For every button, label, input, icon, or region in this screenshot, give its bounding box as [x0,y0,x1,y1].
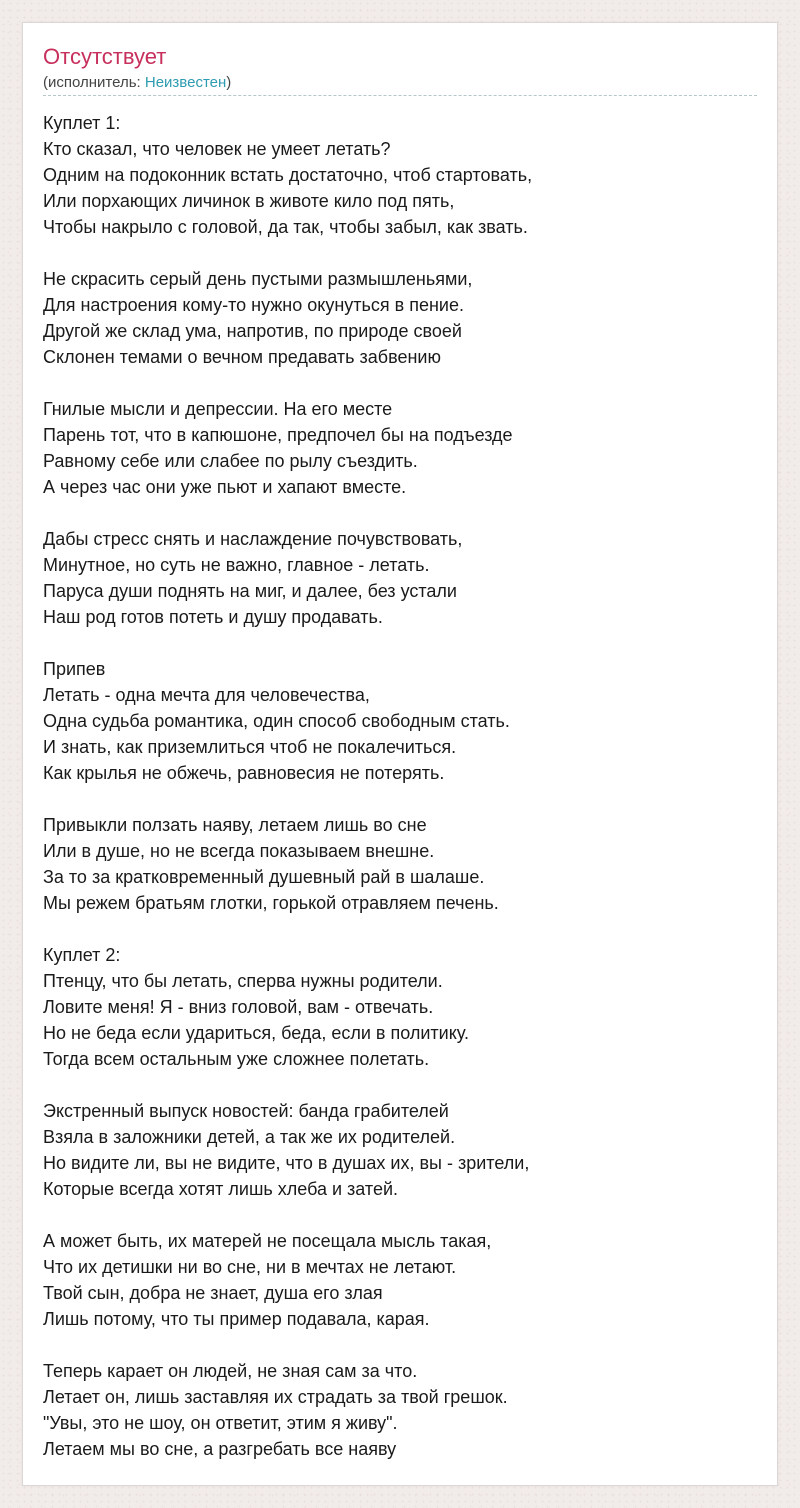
lyrics-line: За то за кратковременный душевный рай в шалаше. [43,867,485,887]
lyrics-line: Кто сказал, что человек не умеет летать? [43,139,391,159]
lyrics-card [22,22,778,1486]
lyrics-stanza [43,812,757,916]
lyrics-line: Тогда всем остальным уже сложнее полетать. [43,1049,430,1069]
lyrics-line: Припев [43,659,106,679]
lyrics-line: Равному себе или слабее по рылу съездить. [43,451,418,471]
lyrics-line: Минутное, но суть не важно, главное - летать. [43,555,430,575]
lyrics-stanza [43,656,757,786]
lyrics-line: Другой же склад ума, напротив, по природе своей [43,321,462,341]
lyrics-line: Куплет 1: [43,113,121,133]
lyrics-stanza [43,526,757,630]
lyrics-line: Летать - одна мечта для человечества, [43,685,370,705]
lyrics-line: Склонен темами о вечном предавать забвению [43,347,441,367]
lyrics-line: Не скрасить серый день пустыми размышленьями, [43,269,473,289]
lyrics-line: Одна судьба романтика, один способ свободным стать. [43,711,510,731]
lyrics-stanza [43,1358,757,1462]
lyrics-stanza [43,110,757,240]
lyrics-stanza [43,942,757,1072]
lyrics-line: Но видите ли, вы не видите, что в душах их, вы - зрители, [43,1153,530,1173]
lyrics-line: Как крылья не обжечь, равновесия не потерять. [43,763,445,783]
lyrics-stanza [43,1228,757,1332]
lyrics-line: Ловите меня! Я - вниз головой, вам - отвечать. [43,997,434,1017]
lyrics-text [43,110,757,1462]
lyrics-line: Экстренный выпуск новостей: банда грабителей [43,1101,449,1121]
lyrics-line: Парень тот, что в капюшоне, предпочел бы на подъезде [43,425,513,445]
lyrics-line: Но не беда если удариться, беда, если в политику. [43,1023,469,1043]
lyrics-line: "Увы, это не шоу, он ответит, этим я живу". [43,1413,398,1433]
lyrics-line: Взяла в заложники детей, а так же их родителей. [43,1127,456,1147]
lyrics-line: Твой сын, добра не знает, душа его злая [43,1283,383,1303]
lyrics-line: Которые всегда хотят лишь хлеба и затей. [43,1179,399,1199]
lyrics-line: Или порхающих личинок в животе кило под пять, [43,191,455,211]
lyrics-line: Одним на подоконник встать достаточно, чтоб стартовать, [43,165,533,185]
lyrics-line: Гнилые мысли и депрессии. На его месте [43,399,393,419]
artist-line [43,74,757,96]
lyrics-line: Чтобы накрыло с головой, да так, чтобы забыл, как звать. [43,217,528,237]
lyrics-line: Наш род готов потеть и душу продавать. [43,607,383,627]
lyrics-line: И знать, как приземлиться чтоб не покалечиться. [43,737,457,757]
lyrics-line: Или в душе, но не всегда показываем внешне. [43,841,435,861]
lyrics-line: Летает он, лишь заставляя их страдать за твой грешок. [43,1387,508,1407]
artist-suffix: ) [226,74,232,91]
lyrics-line: Для настроения кому-то нужно окунуться в пение. [43,295,464,315]
lyrics-line: Лишь потому, что ты пример подавала, карая. [43,1309,430,1329]
lyrics-line: Привыкли ползать наяву, летаем лишь во сне [43,815,427,835]
lyrics-stanza [43,266,757,370]
lyrics-stanza [43,396,757,500]
lyrics-line: Куплет 2: [43,945,121,965]
artist-prefix: (исполнитель: [43,74,145,91]
lyrics-line: Теперь карает он людей, не зная сам за что. [43,1361,418,1381]
lyrics-line: Дабы стресс снять и наслаждение почувствовать, [43,529,463,549]
lyrics-line: А через час они уже пьют и хапают вместе. [43,477,407,497]
lyrics-line: А может быть, их матерей не посещала мысль такая, [43,1231,492,1251]
lyrics-stanza [43,1098,757,1202]
lyrics-line: Паруса души поднять на миг, и далее, без устали [43,581,457,601]
lyrics-line: Птенцу, что бы летать, сперва нужны родители. [43,971,443,991]
lyrics-line: Что их детишки ни во сне, ни в мечтах не летают. [43,1257,457,1277]
song-title: Отсутствует [43,44,167,69]
lyrics-line: Летаем мы во сне, а разгребать все наяву [43,1439,397,1459]
artist-link[interactable]: Неизвестен [144,74,227,91]
lyrics-line: Мы режем братьям глотки, горькой отравляем печень. [43,893,499,913]
